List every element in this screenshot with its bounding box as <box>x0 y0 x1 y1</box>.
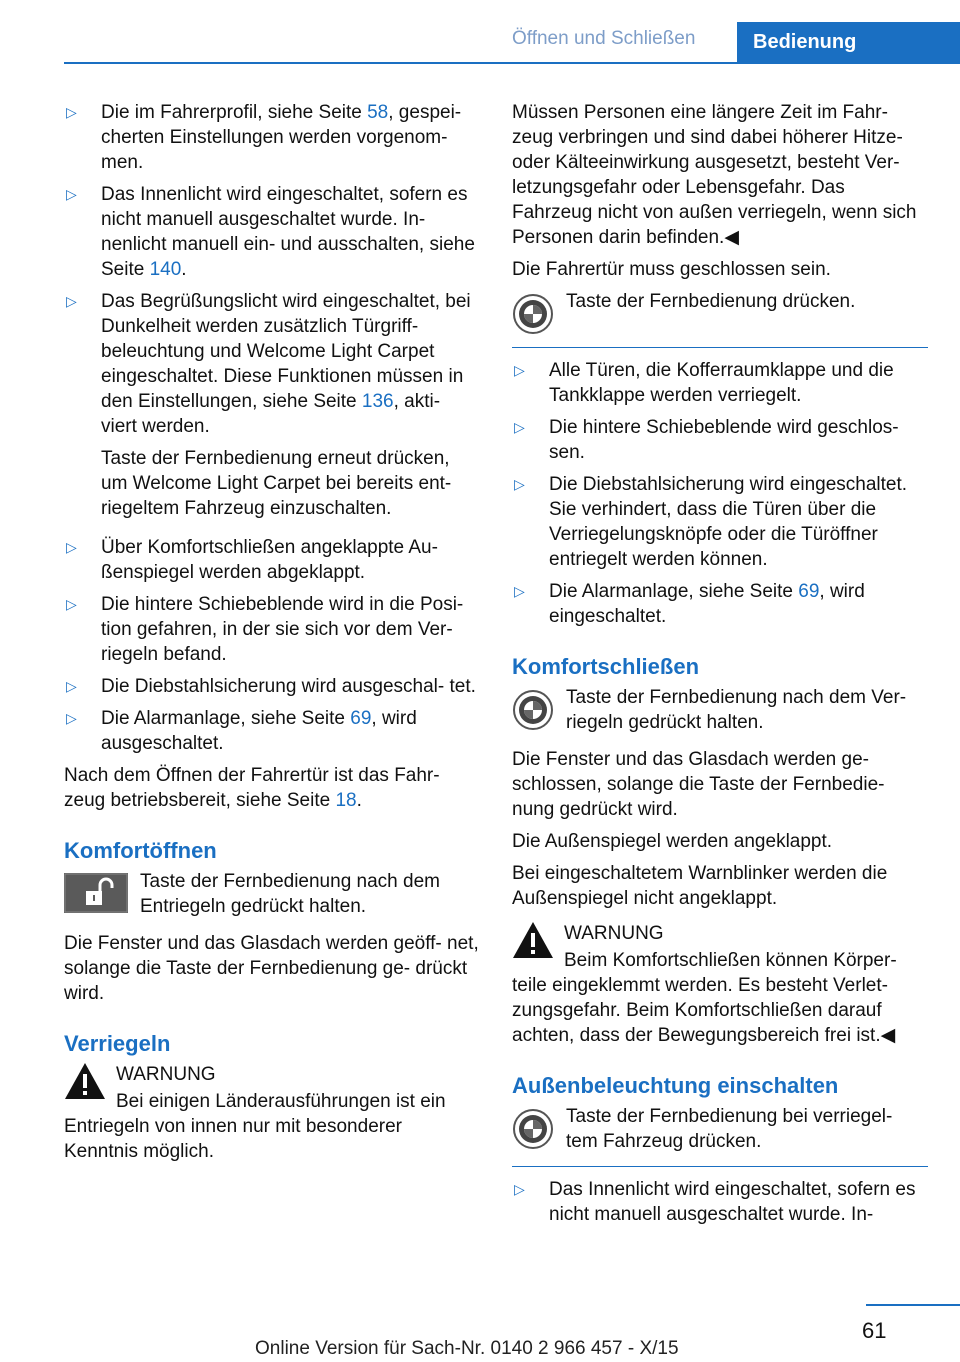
list-item: ▷ Die im Fahrerprofil, siehe Seite 58, gespei‐ cherten Einstellungen werden vorgenom‐ men. <box>66 102 462 173</box>
list-item: ▷ Alle Türen, die Kofferraumklappe und die Tankklappe werden verriegelt. <box>514 360 894 406</box>
bullet-arrow-icon: ▷ <box>66 678 77 694</box>
list-item: ▷ Das Begrüßungslicht wird eingeschaltet, bei Dunkelheit werden zusätzlich Türgriff‐ beleuchtung und Welcome Light Carpet eingeschaltet. Diese Funktionen müssen in den Einstellungen, siehe Seite 136, akti‐ viert werden. Taste der Fernbedienung erneut drücken, um Welcome Light Carpet bei bereits ent‐ riegeltem Fahrzeug einzuschalten. <box>64 289 480 528</box>
bullet-arrow-icon: ▷ <box>66 104 77 120</box>
section-heading-komfortschliessen: Komfortschließen <box>512 654 700 679</box>
bullet-arrow-icon: ▷ <box>66 539 77 555</box>
warning-triangle-icon <box>64 1062 106 1100</box>
key-fob-icon <box>512 293 554 335</box>
bullet-arrow-icon: ▷ <box>514 419 525 435</box>
page-link[interactable]: 58 <box>367 102 389 123</box>
paragraph: Bei eingeschaltetem Warnblinker werden die Außenspiegel nicht angeklappt. <box>512 863 888 909</box>
list-item: ▷ Die Alarmanlage, siehe Seite 69, wird eingeschaltet. <box>514 581 865 627</box>
warning-box <box>64 1062 480 1087</box>
divider <box>512 1166 928 1167</box>
paragraph: Die Fenster und das Glasdach werden geöff‐ net, solange die Taste der Fernbedienung ge‐ drückt wird. <box>64 933 479 1004</box>
bullet-arrow-icon: ▷ <box>66 186 77 202</box>
list-item: ▷ Das Innenlicht wird eingeschaltet, sofern es nicht manuell ausgeschaltet wurde. In‐ <box>514 1179 916 1225</box>
section-heading-aussenbeleuchtung: Außenbeleuchtung einschalten <box>512 1073 839 1098</box>
bullet-arrow-icon: ▷ <box>66 710 77 726</box>
warning-box <box>512 921 928 946</box>
page-link[interactable]: 69 <box>350 708 372 729</box>
bullet-arrow-icon: ▷ <box>514 583 525 599</box>
left-column <box>64 100 480 1171</box>
list-item: ▷ Die hintere Schiebeblende wird in die Posi‐ tion gefahren, in der sie sich vor dem Ver‐ riegeln befand. <box>66 594 464 665</box>
key-instruction-text: Taste der Fernbedienung nach dem Ver‐ riegeln gedrückt halten. <box>566 687 907 733</box>
bullet-arrow-icon: ▷ <box>66 596 77 612</box>
bullet-arrow-icon: ▷ <box>514 1181 525 1197</box>
list-item: ▷ Über Komfortschließen angeklappte Au‐ ßenspiegel werden abgeklappt. <box>66 537 438 583</box>
page-header <box>0 0 960 62</box>
key-instruction <box>512 1104 928 1154</box>
header-chapter-tab: Bedienung <box>737 22 960 62</box>
bullet-arrow-icon: ▷ <box>514 362 525 378</box>
key-fob-icon <box>512 1108 554 1150</box>
list-item-note: Taste der Fernbedienung erneut drücken, um Welcome Light Carpet bei bereits ent‐ riegeltem Fahrzeug einzuschalten. <box>101 448 452 519</box>
key-instruction <box>64 869 480 919</box>
key-instruction-text: Taste der Fernbedienung nach dem Entriegeln gedrückt halten. <box>140 871 440 917</box>
paragraph: Müssen Personen eine längere Zeit im Fahr‐ zeug verbringen und sind dabei höherer Hitze- oder Kälteeinwirkung ausgesetzt, besteht Ver‐ letzungsgefahr oder Lebensgefahr. Das Fahrzeug nicht von außen verriegeln, wenn sich Personen darin befinden.◀ <box>512 102 917 248</box>
bullet-arrow-icon: ▷ <box>514 476 525 492</box>
paragraph: Die Fenster und das Glasdach werden ge‐ schlossen, solange die Taste der Fernbedie‐ nung gedrückt wird. <box>512 749 885 820</box>
divider <box>512 347 928 348</box>
header-section-title: Öffnen und Schließen <box>512 28 696 49</box>
paragraph: Die Fahrertür muss geschlossen sein. <box>512 259 831 280</box>
paragraph: Nach dem Öffnen der Fahrertür ist das Fahr‐ zeug betriebsbereit, siehe Seite 18. <box>64 765 440 811</box>
key-instruction <box>512 685 928 735</box>
warning-text: Bei einigen Länderausführungen ist ein Entriegeln von innen nur mit besonderer Kenntnis möglich. <box>64 1091 446 1162</box>
unlock-button-icon <box>64 873 128 913</box>
warning-title: WARNUNG <box>116 1064 216 1085</box>
page-number: 61 <box>862 1318 887 1343</box>
warning-title: WARNUNG <box>564 923 664 944</box>
list-item: ▷ Die Alarmanlage, siehe Seite 69, wird ausgeschaltet. <box>66 708 417 754</box>
page-link[interactable]: 136 <box>361 391 394 412</box>
page-link[interactable]: 140 <box>149 259 182 280</box>
header-rule <box>64 62 960 64</box>
list-item: ▷ Das Innenlicht wird eingeschaltet, sofern es nicht manuell ausgeschaltet wurde. In‐ nenlicht manuell ein- und ausschalten, siehe Seite 140. <box>66 184 475 280</box>
warning-triangle-icon <box>512 921 554 959</box>
bullet-arrow-icon: ▷ <box>66 293 77 309</box>
section-heading-verriegeln: Verriegeln <box>64 1031 171 1056</box>
page-link[interactable]: 18 <box>335 790 357 811</box>
footer-rule <box>866 1304 960 1306</box>
warning-text: Beim Komfortschließen können Körper‐ teile eingeklemmt werden. Es besteht Verlet‐ zungsgefahr. Beim Komfortschließen darauf achten, dass der Bewegungsbereich frei ist.◀ <box>512 950 897 1046</box>
key-fob-icon <box>512 689 554 731</box>
right-column <box>512 100 928 1234</box>
paragraph: Die Außenspiegel werden angeklappt. <box>512 831 833 852</box>
section-heading-komfortoeffnen: Komfortöffnen <box>64 838 217 863</box>
list-item: ▷ Die Diebstahlsicherung wird eingeschaltet. Sie verhindert, dass die Türen über die Verriegelungsknöpfe oder die Türöffner entriegelt werden können. <box>514 474 908 570</box>
key-instruction-text: Taste der Fernbedienung bei verriegel‐ tem Fahrzeug drücken. <box>566 1106 893 1152</box>
list-item: ▷ Die Diebstahlsicherung wird ausgeschal‐ tet. <box>66 676 476 697</box>
list-item: ▷ Die hintere Schiebeblende wird geschlos‐ sen. <box>514 417 899 463</box>
footer-online-version: Online Version für Sach-Nr. 0140 2 966 457 - X/15 <box>255 1338 679 1359</box>
page-link[interactable]: 69 <box>798 581 820 602</box>
key-instruction <box>512 289 928 335</box>
key-instruction-text: Taste der Fernbedienung drücken. <box>566 291 856 312</box>
